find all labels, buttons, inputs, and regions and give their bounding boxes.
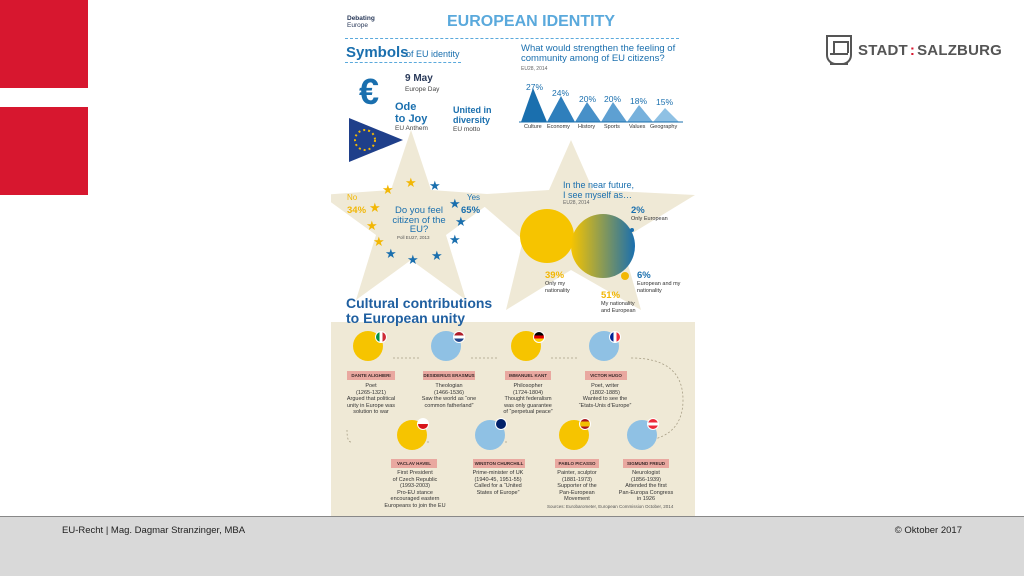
logo-text-right: SALZBURG [917,41,1003,59]
future-nat-eu-label [601,301,636,314]
desc-hugo: Poet, writer (1802-1885) Wanted to see the “Etats-Unis d’Europe” [578,383,632,409]
debating-europe-brand [347,15,375,29]
desc-kant: Philosopher (1724-1804) Thought federalism was only guarantee of “perpetual peace” [503,383,553,415]
symbols-sub: of EU identity [406,49,460,59]
may-title: 9 May [405,73,433,84]
future-only-nat-pct: 39% [545,270,565,281]
future-heading [563,180,634,200]
label-culture: Culture [524,124,542,130]
pct-geography: 15% [656,97,674,107]
euro-icon: € [358,71,380,112]
footer-author: EU-Recht | Mag. Dagmar Stranzinger, MBA [62,525,246,536]
desc-picasso: Painter, sculptor (1881-1973) Supporter of the Pan-European Movement [557,470,597,502]
motto-line2: diversity [453,115,491,125]
ribbon-churchill: WINSTON CHURCHILL [474,461,524,466]
brand-bottom: Europe [347,22,368,29]
ribbon-kant: IMMANUEL KANT [505,371,551,380]
citizen-poll: Poll EU27, 2013 [397,235,430,240]
ode-title-line1: Ode [395,101,417,113]
pct-culture: 27% [526,82,544,92]
future-nat-eu-line2: and European [601,307,636,314]
citizen-question-line3: EU? [409,224,429,235]
red-bar-top [0,0,88,88]
pct-values: 18% [630,96,648,106]
citizen-no-pct: 34% [347,205,367,216]
svg-text:★: ★ [373,235,385,250]
desc-dante: Poet (1265-1321) Argued that political unity in Europe was solution to war [346,383,396,415]
brand-top: Debating [347,15,375,22]
citizen-yes-pct: 65% [461,205,481,216]
desc-havel: First President of Czech Republic (1993-2003) Pro-EU stance encouraged eastern Europeans to join the EU [384,470,446,509]
motto-title [453,105,492,125]
strengthen-source: EU28, 2014 [521,66,548,72]
cultural-heading-line1: Cultural contributions [346,295,493,311]
footer-date: © Oktober 2017 [894,525,962,536]
may-sub: Europe Day [405,86,440,93]
euro-box [353,70,385,114]
future-heading-line1: In the near future, [563,180,635,190]
svg-text:★: ★ [382,183,394,198]
svg-text:★: ★ [369,201,381,216]
citizen-question [389,206,449,235]
infographic-title: EUROPEAN IDENTITY [447,13,616,30]
label-geography: Geography [650,124,678,130]
ribbon-havel: VACLAV HAVEL [391,459,437,468]
slide-footer [0,516,1024,576]
svg-text:★: ★ [366,219,378,234]
austria-flag-icon [647,418,659,430]
stadt-salzburg-logo [826,35,1002,65]
svg-text:★: ★ [385,247,397,262]
svg-text:★: ★ [431,249,443,264]
future-nat-eu-pct: 51% [601,290,621,301]
label-sports: Sports [604,124,620,130]
strengthen-labels [517,81,687,131]
citizen-question-line2: citizen of the [392,214,446,226]
label-history: History [578,124,596,130]
logo-separator: : [909,41,916,59]
ribbon-dante: DANTE ALIGHIERI [347,371,395,380]
svg-text:★: ★ [405,176,417,191]
cultural-heading [346,296,492,326]
svg-text:★: ★ [449,233,461,248]
title-divider [345,38,679,39]
cultural-heading-line2: to European unity [346,310,465,326]
future-heading-line2: I see myself as… [563,190,633,200]
future-eu-nat-line2: nationality [637,287,662,294]
ribbon-picasso: PABLO PICASSO [555,459,599,468]
svg-text:★: ★ [407,253,419,268]
strengthen-question-line1: What would strengthen the feeling of [521,43,676,54]
germany-flag-icon [533,331,545,343]
future-only-nat-label [545,281,570,294]
european-identity-infographic [331,0,695,516]
svg-text:★: ★ [449,197,461,212]
italy-flag-icon [375,331,387,343]
motto-sub: EU motto [453,126,481,133]
future-only-nat-line1: Only my [545,281,566,287]
motto-line1: United in [453,105,492,115]
citizen-yes-label: Yes [467,193,481,202]
svg-text:★: ★ [429,179,441,194]
label-economy: Economy [547,124,570,130]
strengthen-question-line2: community among of EU citizens? [521,53,665,64]
future-nat-eu-line1: My nationality [601,301,635,307]
future-eu-nat-label [637,281,680,294]
future-only-eu-pct: 2% [631,205,645,216]
symbols-divider [345,62,461,63]
future-eu-nat-pct: 6% [637,270,651,281]
future-only-eu-label: Only European [631,216,668,222]
uk-flag-icon [495,418,507,430]
pct-sports: 20% [604,94,622,104]
desc-churchill: Prime-minister of UK (1940-45, 1951-55) Called for a “United States of Europe” [472,470,524,496]
future-source: EU28, 2014 [563,200,590,206]
pct-history: 20% [579,94,597,104]
ribbon-erasmus: DESIDERIUS ERASMUS [423,373,475,378]
infographic-sources: Sources: Eurobarometer, European Commission October, 2014 [547,504,674,509]
ode-title-line2: to Joy [395,113,428,125]
ribbon-hugo: VICTOR HUGO [585,371,627,380]
desc-erasmus: Theologian (1466-1536) Saw the world as “one common fatherland” [421,383,477,409]
czech-flag-icon [417,418,429,430]
desc-freud: Neurologist (1856-1939) Attended the first Pan-Europa Congress in 1926 [618,470,674,502]
future-only-nat-line2: nationality [545,287,570,294]
symbols-heading: Symbols [346,44,409,61]
france-flag-icon [609,331,621,343]
red-bar-bottom [0,107,88,195]
future-eu-nat-line1: European and my [637,281,681,287]
logo-text-left: STADT [858,41,908,59]
citizen-no-label: No [347,193,358,202]
netherlands-flag-icon [453,331,465,343]
salzburg-crest-icon [826,35,852,65]
label-values: Values [629,124,646,130]
ribbon-freud: SIGMUND FREUD [623,459,669,468]
ode-sub: EU Anthem [395,125,428,132]
pct-economy: 24% [552,88,570,98]
svg-text:★: ★ [455,215,467,230]
citizen-question-line1: Do you feel [394,205,444,216]
strengthen-question [521,44,675,64]
spain-flag-icon [579,418,591,430]
